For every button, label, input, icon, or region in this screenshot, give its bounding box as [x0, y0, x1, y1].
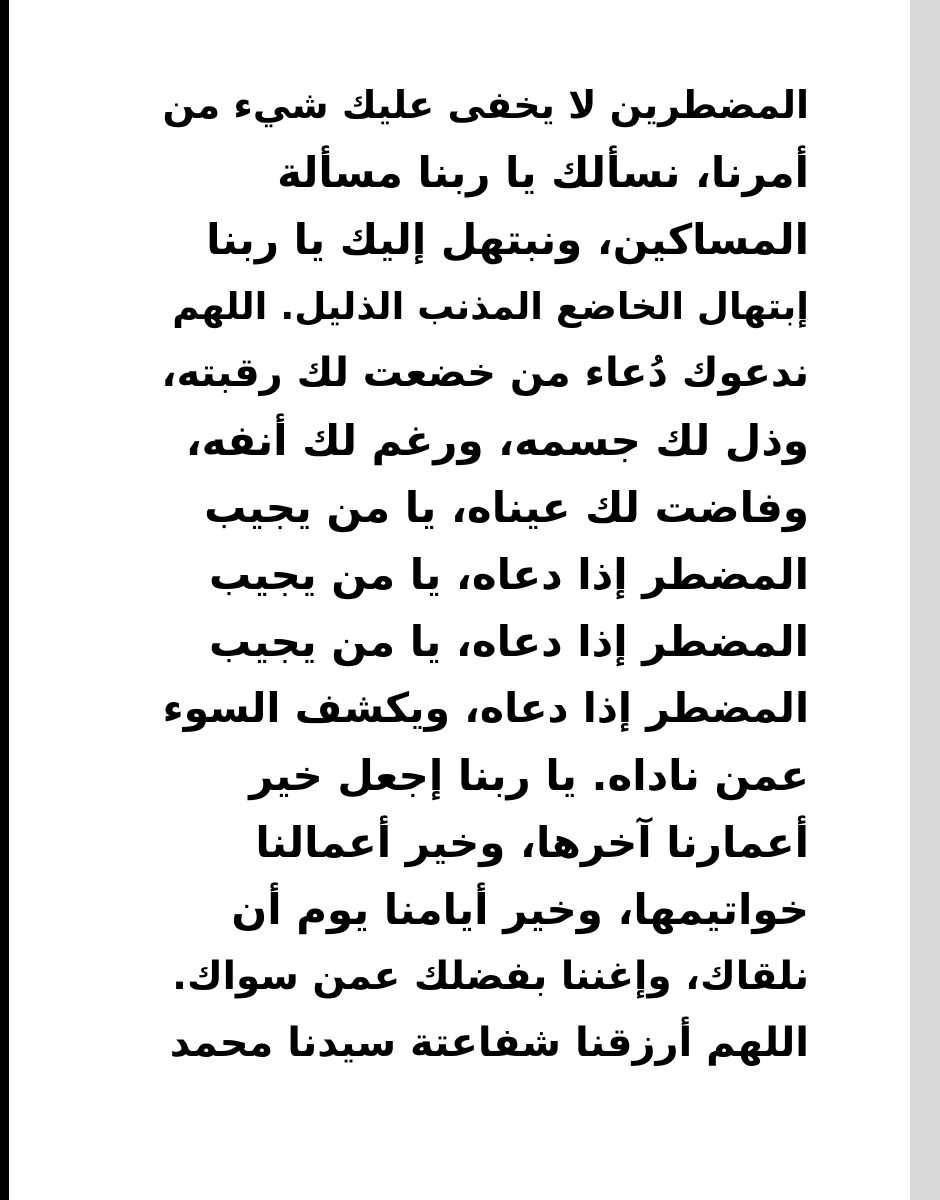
text-line: عمن ناداه. يا ربنا إجعل خير [249, 751, 809, 800]
text-line: أمرنا، نسألك يا ربنا مسألة [277, 148, 809, 197]
text-line: المضطرين لا يخفى عليك شيء من [162, 83, 809, 127]
text-line: المساكين، ونبتهل إليك يا ربنا [206, 215, 809, 264]
right-edge-margin [910, 0, 940, 1200]
text-line: أعمارنا آخرها، وخير أعمالنا [255, 818, 809, 867]
text-line: إبتهال الخاضع المذنب الذليل. اللهم [172, 285, 809, 328]
prayer-text-block [159, 72, 809, 1077]
document-page [9, 0, 910, 1200]
text-line: نلقاك، وإغننا بفضلك عمن سواك. [172, 954, 809, 999]
text-line: المضطر إذا دعاه، يا من يجيب [209, 617, 809, 666]
text-line: وفاضت لك عيناه، يا من يجيب [204, 483, 809, 532]
text-line: خواتيمها، وخير أيامنا يوم أن [231, 885, 809, 934]
left-edge-border [0, 0, 9, 1200]
text-line: ندعوك دُعاء من خضعت لك رقبته، [161, 350, 809, 396]
text-line: المضطر إذا دعاه، يا من يجيب [209, 550, 809, 599]
text-line: وذل لك جسمه، ورغم لك أنفه، [185, 416, 809, 465]
text-line: المضطر إذا دعاه، ويكشف السوء [162, 684, 809, 732]
text-line: اللهم أرزقنا شفاعتة سيدنا محمد [169, 1020, 809, 1066]
